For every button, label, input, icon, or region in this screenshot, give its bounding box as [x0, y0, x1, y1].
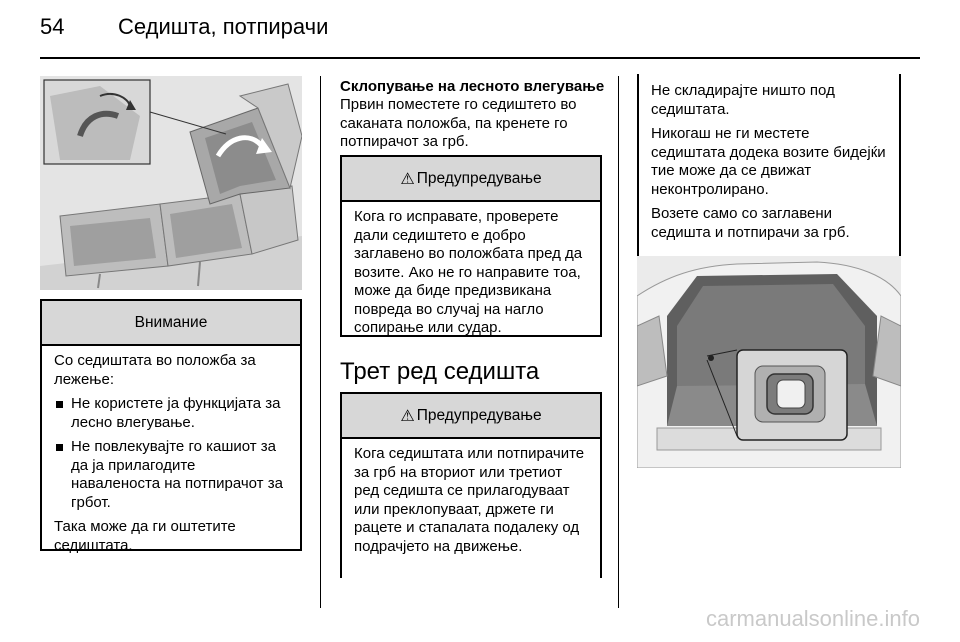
- warning-box-1: [340, 155, 602, 337]
- notice-box-heading: Внимание: [42, 301, 300, 346]
- notice-bullet: [54, 438, 288, 512]
- notice-intro: Со седиштата во положба за лежење:: [54, 352, 256, 388]
- column-divider-2: [618, 76, 619, 608]
- bullet-square-icon: [56, 401, 63, 408]
- notice-bullet: [54, 395, 288, 432]
- section-heading-third-row: Трет ред седишта: [340, 358, 540, 385]
- seat-folding-figure: [40, 76, 302, 290]
- notice-bullet-text: Не користете ја функцијата за лесно влегување.: [71, 395, 281, 431]
- warning-box-1-heading: Предупредување: [416, 169, 542, 187]
- section-heading-easy-entry: Склопување на лесното влегување: [340, 78, 605, 95]
- header-rule: [40, 57, 920, 59]
- warning-box-2: [340, 392, 602, 578]
- warning-triangle-icon: ⚠: [400, 407, 415, 425]
- warning-continued-p1: Не складирајте ништо под седиштата.: [651, 82, 835, 118]
- footer-watermark: carmanualsonline.info: [705, 606, 920, 631]
- page-title: Седишта, потпирачи: [118, 14, 329, 39]
- warning-continued-p2: Никогаш не ги местете седиштата додека возите бидејќи тие може да се движат неконтролирано.: [651, 125, 886, 198]
- warning-box-2-text: Кога седиштата или потпирачите за грб на вториот или третиот ред седишта се прилагодуваат или преклопуваат, држете ги рацете и стапалата подалеку од подрачјето на движење.: [354, 445, 585, 555]
- warning-box-1-header: [342, 157, 600, 202]
- warning-continued-p3: Возете само со заглавени седишта и потпирачи за грб.: [651, 205, 850, 241]
- notice-outro: Така може да ги оштетите седиштата.: [54, 518, 236, 554]
- page-number: 54: [40, 14, 65, 39]
- column-divider-1: [320, 76, 321, 608]
- trunk-lever-figure: [637, 256, 901, 468]
- notice-bullet-text: Не повлекувајте го кашиот за да ја прилагодите наваленоста на потпирачот за грбот.: [71, 438, 283, 511]
- warning-triangle-icon: ⚠: [400, 170, 415, 188]
- warning-box-continued: [637, 74, 901, 272]
- warning-box-2-heading: Предупредување: [416, 406, 542, 424]
- notice-box: [40, 299, 302, 554]
- warning-box-2-header: [342, 394, 600, 439]
- bullet-square-icon: [56, 444, 63, 451]
- warning-box-1-text: Кога го исправате, проверете дали седиштето е добро заглавено во положбата пред да возите. Ако не го направите тоа, може да биде предизвикана повреда во случај на нагло сопирање или судар.: [354, 208, 583, 336]
- section-text-easy-entry: Првин поместете го седиштето во саканата положба, па кренете го потпирачот за грб.: [340, 96, 577, 150]
